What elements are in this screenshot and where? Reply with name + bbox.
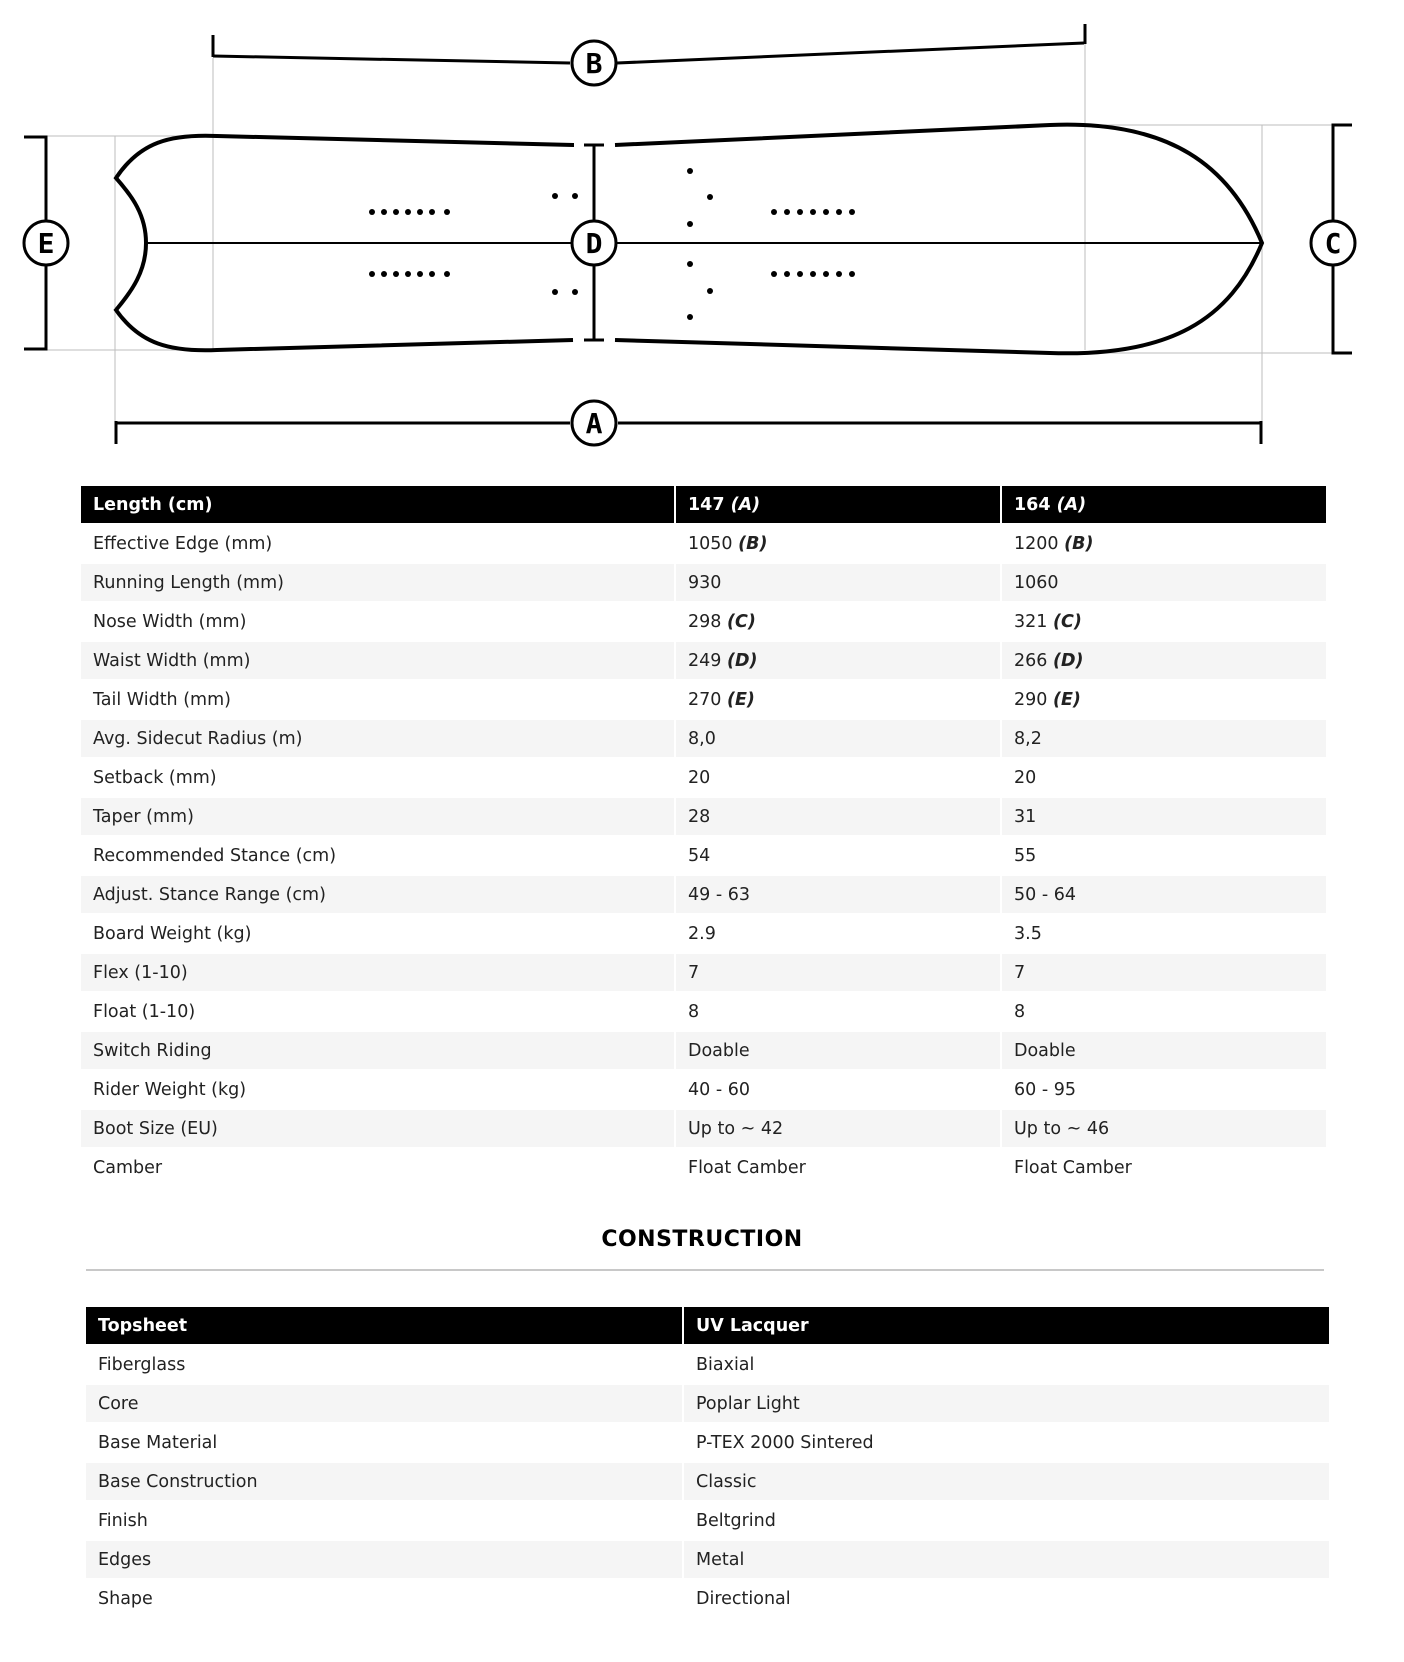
spec-label: Adjust. Stance Range (cm)	[81, 876, 674, 913]
diagram-ref: (D)	[1052, 650, 1084, 671]
spec-value-147: 249 (D)	[676, 642, 1000, 679]
construction-label: Shape	[86, 1580, 682, 1617]
table-row	[81, 954, 1326, 991]
spec-label: Camber	[81, 1149, 674, 1186]
spec-value-164: 266 (D)	[1002, 642, 1326, 679]
svg-text:A: A	[585, 407, 603, 440]
table-row	[86, 1385, 1329, 1422]
spec-value-147: 8,0	[676, 720, 1000, 757]
table-row	[81, 759, 1326, 796]
specs-header-size-147: 147 (A)	[676, 486, 1000, 523]
specs-header-row	[81, 486, 1326, 523]
spec-value-164: 8	[1002, 993, 1326, 1030]
construction-label: Core	[86, 1385, 682, 1422]
spec-label: Nose Width (mm)	[81, 603, 674, 640]
spec-value-147: 7	[676, 954, 1000, 991]
construction-value: Biaxial	[684, 1346, 1329, 1383]
spec-value-147: 270 (E)	[676, 681, 1000, 718]
specs-header-label: Length (cm)	[81, 486, 674, 523]
spec-value-147: 1050 (B)	[676, 525, 1000, 562]
spec-label: Boot Size (EU)	[81, 1110, 674, 1147]
spec-label: Float (1-10)	[81, 993, 674, 1030]
table-row	[81, 564, 1326, 601]
construction-title: CONSTRUCTION	[601, 1227, 803, 1252]
spec-value-147: 49 - 63	[676, 876, 1000, 913]
spec-value-147: 54	[676, 837, 1000, 874]
construction-table	[84, 1305, 1331, 1619]
spec-label: Avg. Sidecut Radius (m)	[81, 720, 674, 757]
spec-value-147: 298 (C)	[676, 603, 1000, 640]
spec-value-147: Doable	[676, 1032, 1000, 1069]
construction-value: Classic	[684, 1463, 1329, 1500]
spec-value-164: 290 (E)	[1002, 681, 1326, 718]
construction-body	[86, 1346, 1329, 1617]
table-row	[81, 720, 1326, 757]
spec-label: Setback (mm)	[81, 759, 674, 796]
spec-value-147: 930	[676, 564, 1000, 601]
spec-value-164: 3.5	[1002, 915, 1326, 952]
svg-text:E: E	[37, 227, 55, 260]
table-row	[81, 915, 1326, 952]
spec-label: Recommended Stance (cm)	[81, 837, 674, 874]
specs-table	[79, 484, 1328, 1188]
label-a	[572, 401, 616, 445]
length-dimension-a	[116, 421, 1261, 444]
construction-value: Directional	[684, 1580, 1329, 1617]
table-row	[81, 603, 1326, 640]
table-row	[86, 1580, 1329, 1617]
spec-value-164: 1200 (B)	[1002, 525, 1326, 562]
spec-label: Board Weight (kg)	[81, 915, 674, 952]
effective-edge-dimension-b	[213, 24, 1085, 63]
spec-value-147: 2.9	[676, 915, 1000, 952]
construction-label: Fiberglass	[86, 1346, 682, 1383]
spec-label: Running Length (mm)	[81, 564, 674, 601]
label-b	[572, 41, 616, 85]
spec-value-164: Float Camber	[1002, 1149, 1326, 1186]
table-row	[86, 1346, 1329, 1383]
diagram-ref: (E)	[1052, 689, 1081, 710]
spec-value-164: 31	[1002, 798, 1326, 835]
construction-header-label: Topsheet	[86, 1307, 682, 1344]
board-dimension-diagram	[0, 0, 1404, 460]
diagram-ref: (E)	[726, 689, 755, 710]
spec-value-164: 8,2	[1002, 720, 1326, 757]
diagram-ref: (C)	[1052, 611, 1082, 632]
spec-value-164: 60 - 95	[1002, 1071, 1326, 1108]
diagram-ref: (B)	[738, 533, 768, 554]
spec-value-164: Doable	[1002, 1032, 1326, 1069]
spec-label: Taper (mm)	[81, 798, 674, 835]
spec-value-164: 55	[1002, 837, 1326, 874]
table-row	[81, 798, 1326, 835]
label-d	[572, 221, 616, 265]
spec-label: Switch Riding	[81, 1032, 674, 1069]
table-row	[86, 1541, 1329, 1578]
diagram-ref: (D)	[726, 650, 758, 671]
construction-value: Poplar Light	[684, 1385, 1329, 1422]
label-c	[1311, 221, 1355, 265]
spec-value-164: 321 (C)	[1002, 603, 1326, 640]
diagram-ref: (B)	[1064, 533, 1094, 554]
spec-label: Tail Width (mm)	[81, 681, 674, 718]
spec-value-164: 20	[1002, 759, 1326, 796]
svg-text:D: D	[585, 227, 603, 260]
spec-value-147: 20	[676, 759, 1000, 796]
spec-value-147: 8	[676, 993, 1000, 1030]
construction-label: Base Material	[86, 1424, 682, 1461]
table-row	[86, 1463, 1329, 1500]
spec-value-164: Up to ~ 46	[1002, 1110, 1326, 1147]
construction-value: P-TEX 2000 Sintered	[684, 1424, 1329, 1461]
table-row	[81, 837, 1326, 874]
table-row	[81, 1071, 1326, 1108]
label-e	[24, 221, 68, 265]
table-row	[81, 876, 1326, 913]
guide-lines	[30, 42, 1344, 440]
construction-header-value: UV Lacquer	[684, 1307, 1329, 1344]
spec-value-147: 28	[676, 798, 1000, 835]
spec-label: Effective Edge (mm)	[81, 525, 674, 562]
spec-value-147: 40 - 60	[676, 1071, 1000, 1108]
specs-body	[81, 525, 1326, 1186]
construction-header-row	[86, 1307, 1329, 1344]
construction-label: Base Construction	[86, 1463, 682, 1500]
spec-value-147: Float Camber	[676, 1149, 1000, 1186]
table-row	[81, 1110, 1326, 1147]
table-row	[81, 681, 1326, 718]
table-row	[86, 1424, 1329, 1461]
table-row	[81, 1032, 1326, 1069]
svg-text:C: C	[1324, 227, 1342, 260]
table-row	[81, 993, 1326, 1030]
section-divider	[86, 1269, 1324, 1271]
spec-value-164: 7	[1002, 954, 1326, 991]
construction-label: Edges	[86, 1541, 682, 1578]
table-row	[81, 642, 1326, 679]
diagram-ref: (C)	[726, 611, 756, 632]
construction-value: Beltgrind	[684, 1502, 1329, 1539]
construction-label: Finish	[86, 1502, 682, 1539]
spec-label: Flex (1-10)	[81, 954, 674, 991]
specs-header-size-164: 164 (A)	[1002, 486, 1326, 523]
spec-value-164: 50 - 64	[1002, 876, 1326, 913]
spec-label: Waist Width (mm)	[81, 642, 674, 679]
spec-value-164: 1060	[1002, 564, 1326, 601]
spec-label: Rider Weight (kg)	[81, 1071, 674, 1108]
table-row	[86, 1502, 1329, 1539]
svg-text:B: B	[585, 47, 603, 80]
spec-value-147: Up to ~ 42	[676, 1110, 1000, 1147]
table-row	[81, 525, 1326, 562]
table-row	[81, 1149, 1326, 1186]
construction-value: Metal	[684, 1541, 1329, 1578]
